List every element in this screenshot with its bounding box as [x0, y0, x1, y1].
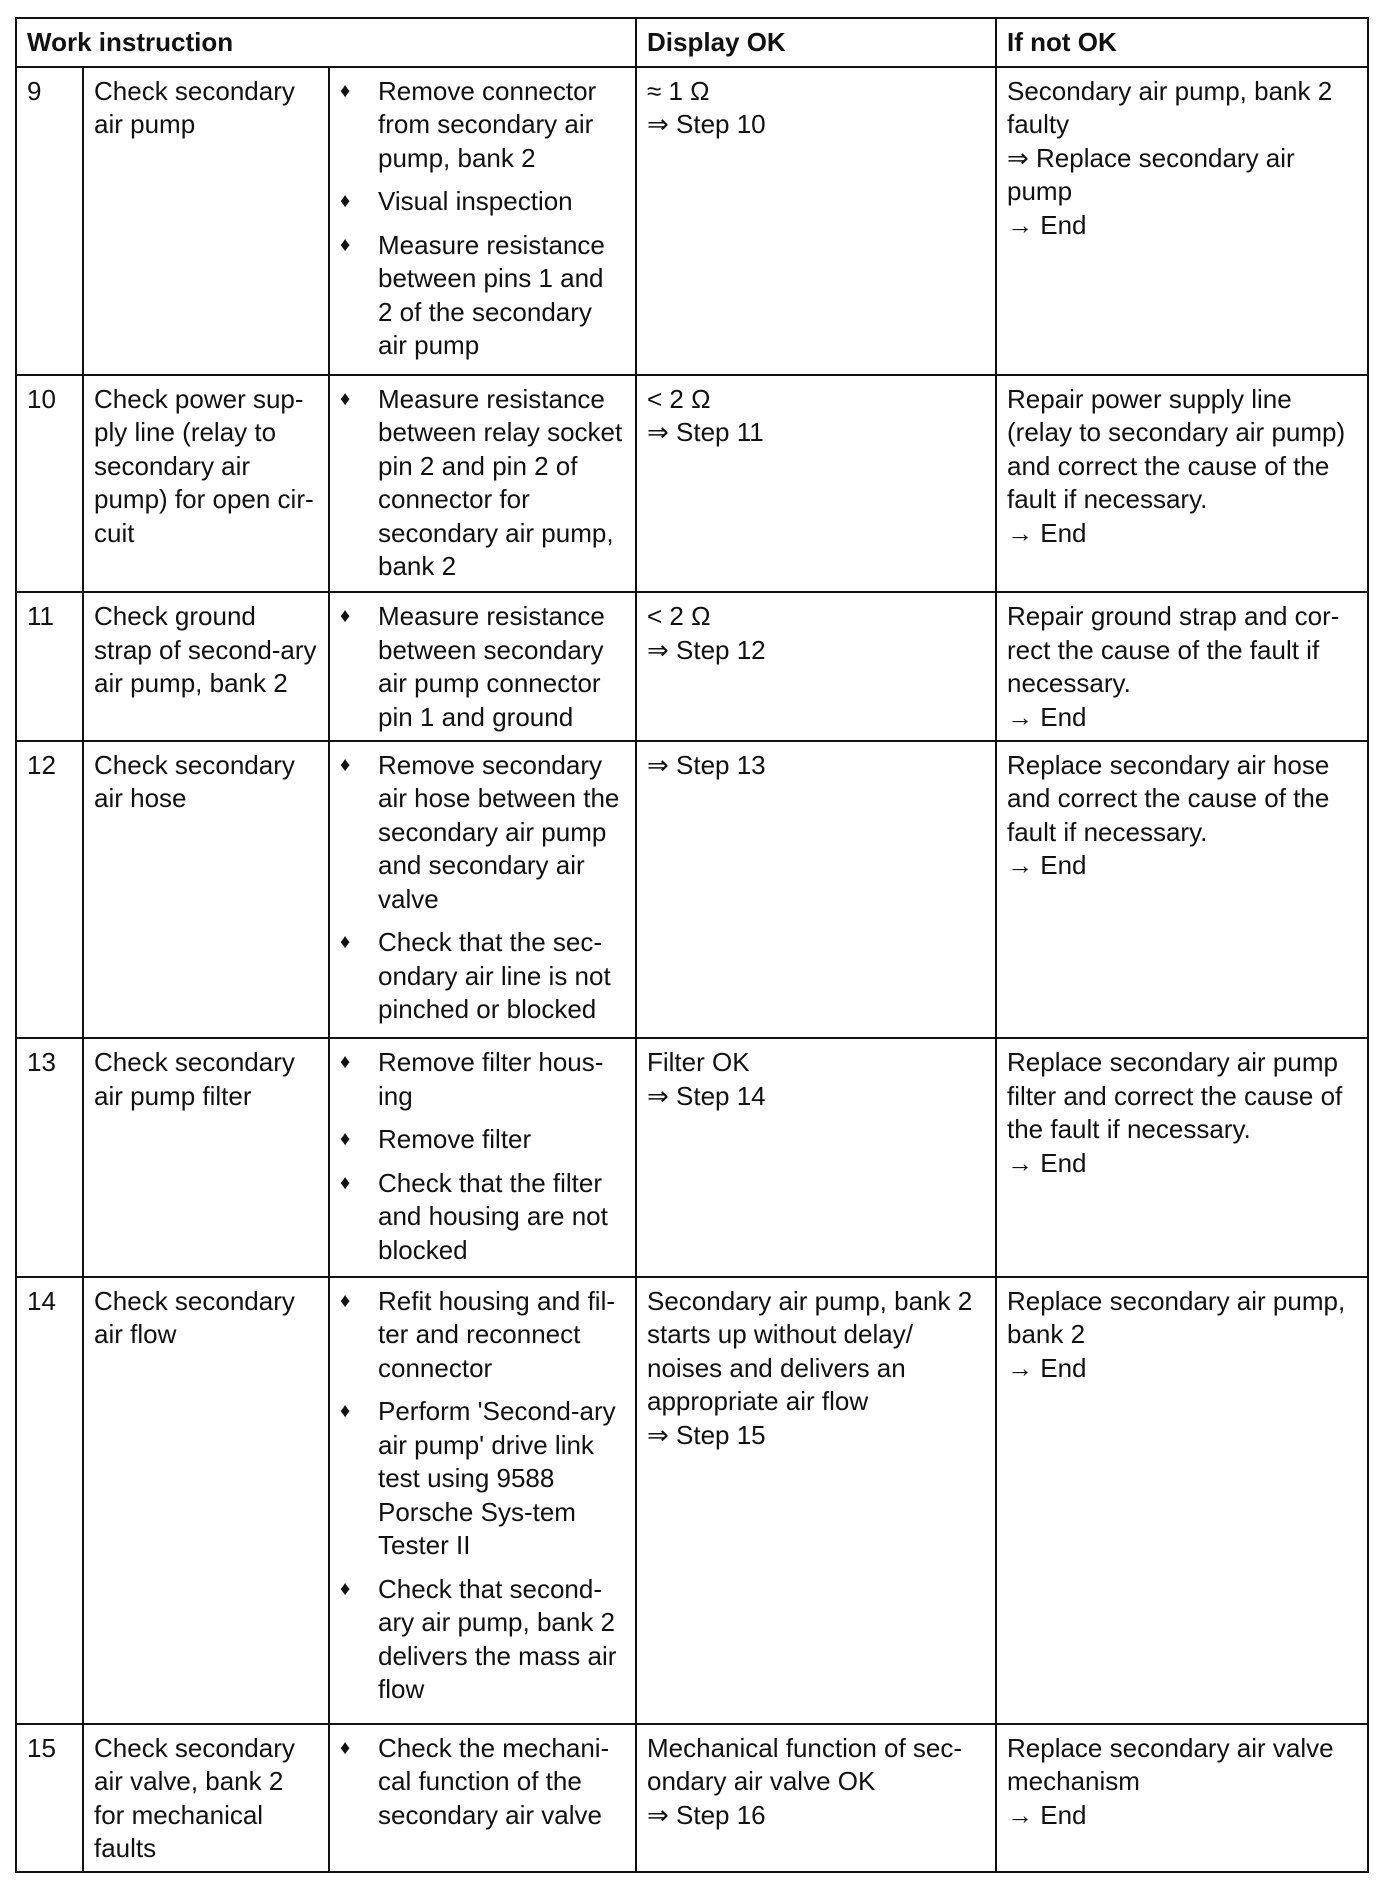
- step-title: Check secondary air pump filter: [83, 1038, 329, 1277]
- action-item: ♦ Remove secondary air hose between the secondary air pump and secondary air valve: [340, 749, 620, 914]
- action-item: ♦ Perform 'Second-ary air pump' drive link test using 9588 Porsche Sys-tem Tester II: [340, 1396, 616, 1561]
- if-not-ok-cell: [996, 592, 1368, 740]
- step-number: 12: [16, 741, 83, 1039]
- display-ok-next: ⇒ Step 11: [647, 417, 764, 447]
- work-instruction-table: [15, 17, 1369, 1873]
- header-row: [16, 18, 1368, 67]
- header-if-not-ok: If not OK: [996, 18, 1368, 67]
- display-ok-next: ⇒ Step 15: [647, 1419, 766, 1450]
- bullet-icon: ♦: [340, 79, 351, 102]
- actions-cell: [329, 741, 636, 1039]
- step-title: Check secondary air hose: [83, 741, 329, 1039]
- bullet-icon: ♦: [340, 1128, 351, 1151]
- step-number: 14: [16, 1277, 83, 1724]
- display-ok-next: ⇒ Step 10: [647, 109, 766, 139]
- fault-text: Replace secondary air pump filter and correct the cause of the fault if necessary.: [1007, 1047, 1343, 1145]
- step-number: 11: [16, 592, 83, 740]
- display-ok-cell: [636, 1277, 996, 1724]
- step-number: 9: [16, 67, 83, 375]
- fault-end: → End: [1007, 1799, 1087, 1830]
- bullet-icon: ♦: [340, 1400, 351, 1423]
- display-ok-value: Filter OK: [647, 1047, 750, 1078]
- fault-end: → End: [1007, 1352, 1087, 1383]
- action-item: ♦ Visual inspection: [340, 185, 625, 219]
- display-ok-value: Mechanical function of sec-ondary air valve OK: [647, 1732, 963, 1797]
- bullet-icon: ♦: [340, 1051, 351, 1074]
- header-display-ok: Display OK: [636, 18, 996, 67]
- table-row: [16, 592, 1368, 740]
- if-not-ok-cell: [996, 741, 1368, 1039]
- display-ok-next: ⇒ Step 12: [647, 634, 766, 665]
- fault-end: → End: [1007, 850, 1087, 881]
- bullet-icon: ♦: [340, 1289, 351, 1312]
- table-row: [16, 741, 1368, 1039]
- fault-text: Replace secondary air pump, bank 2: [1007, 1285, 1346, 1350]
- bullet-icon: ♦: [340, 233, 351, 256]
- display-ok-cell: [636, 592, 996, 740]
- action-item: ♦ Check the mechani-cal function of the secondary air valve: [340, 1732, 610, 1830]
- action-item: ♦ Remove filter hous-ing: [340, 1047, 604, 1111]
- fault-end: → End: [1007, 701, 1087, 732]
- table-row: [16, 67, 1368, 375]
- header-work-instruction: Work instruction: [16, 18, 636, 67]
- actions-cell: [329, 592, 636, 740]
- fault-text: Replace secondary air valve mechanism: [1007, 1732, 1334, 1797]
- if-not-ok-cell: [996, 1277, 1368, 1724]
- step-title: Check power sup-ply line (relay to secondary air pump) for open cir-cuit: [83, 375, 329, 593]
- if-not-ok-cell: [996, 67, 1368, 375]
- step-title: Check secondary air pump: [83, 67, 329, 375]
- actions-cell: [329, 1038, 636, 1277]
- table-row: [16, 1038, 1368, 1277]
- display-ok-next: ⇒ Step 14: [647, 1080, 766, 1111]
- bullet-icon: ♦: [340, 605, 351, 628]
- action-item: ♦ Check that the filter and housing are not blocked: [340, 1167, 608, 1265]
- action-item: ♦ Remove connector from secondary air pump, bank 2: [340, 75, 597, 173]
- bullet-icon: ♦: [340, 1736, 351, 1759]
- display-ok-cell: [636, 375, 996, 593]
- actions-cell: [329, 1277, 636, 1724]
- fault-text: Repair power supply line (relay to secondary air pump) and correct the cause of the fault if necessary.: [1007, 383, 1346, 514]
- step-number: 15: [16, 1724, 83, 1872]
- fault-text: Repair ground strap and cor-rect the cause of the fault if necessary.: [1007, 601, 1340, 699]
- action-item: ♦ Refit housing and fil-ter and reconnect connector: [340, 1285, 616, 1383]
- fault-end: → End: [1007, 209, 1087, 240]
- action-item: ♦ Check that the sec-ondary air line is not pinched or blocked: [340, 927, 611, 1025]
- step-title: Check secondary air valve, bank 2 for mechanical faults: [83, 1724, 329, 1872]
- step-number: 10: [16, 375, 83, 593]
- action-item: ♦ Measure resistance between relay socket pin 2 and pin 2 of connector for secondary air pump, bank 2: [340, 383, 623, 581]
- bullet-icon: ♦: [340, 387, 351, 410]
- display-ok-value: ≈ 1 Ω: [647, 75, 710, 106]
- display-ok-cell: [636, 67, 996, 375]
- table-row: [16, 1724, 1368, 1872]
- if-not-ok-cell: [996, 1038, 1368, 1277]
- step-title: Check ground strap of second-ary air pump, bank 2: [83, 592, 329, 740]
- fault-remedy: ⇒ Replace secondary air pump: [1007, 142, 1295, 206]
- bullet-icon: ♦: [340, 190, 351, 212]
- action-item: ♦ Remove filter: [340, 1123, 625, 1157]
- if-not-ok-cell: [996, 375, 1368, 593]
- table-row: [16, 1277, 1368, 1724]
- if-not-ok-cell: [996, 1724, 1368, 1872]
- display-ok-value: < 2 Ω: [647, 601, 711, 632]
- display-ok-next: ⇒ Step 16: [647, 1799, 766, 1830]
- action-item: ♦ Measure resistance between pins 1 and 2 of the secondary air pump: [340, 229, 605, 360]
- display-ok-cell: [636, 741, 996, 1039]
- bullet-icon: ♦: [340, 1171, 351, 1194]
- bullet-icon: ♦: [340, 931, 351, 954]
- step-title: Check secondary air flow: [83, 1277, 329, 1724]
- action-item: ♦ Check that second-ary air pump, bank 2 delivers the mass air flow: [340, 1573, 617, 1705]
- display-ok-value: Secondary air pump, bank 2 starts up without delay/ noises and delivers an appropriate air flow: [647, 1285, 973, 1417]
- actions-cell: [329, 67, 636, 375]
- fault-end: → End: [1007, 517, 1087, 548]
- action-item: ♦ Measure resistance between secondary air pump connector pin 1 and ground: [340, 601, 605, 732]
- step-number: 13: [16, 1038, 83, 1277]
- display-ok-cell: [636, 1038, 996, 1277]
- bullet-icon: ♦: [340, 753, 351, 776]
- display-ok-cell: [636, 1724, 996, 1872]
- fault-text: Replace secondary air hose and correct the cause of the fault if necessary.: [1007, 749, 1330, 847]
- bullet-icon: ♦: [340, 1577, 351, 1600]
- actions-cell: [329, 375, 636, 593]
- fault-end: → End: [1007, 1147, 1087, 1178]
- display-ok-value: < 2 Ω: [647, 383, 711, 414]
- display-ok-next: ⇒ Step 13: [647, 749, 766, 780]
- fault-text: Secondary air pump, bank 2 faulty: [1007, 75, 1333, 139]
- actions-cell: [329, 1724, 636, 1872]
- table-row: [16, 375, 1368, 593]
